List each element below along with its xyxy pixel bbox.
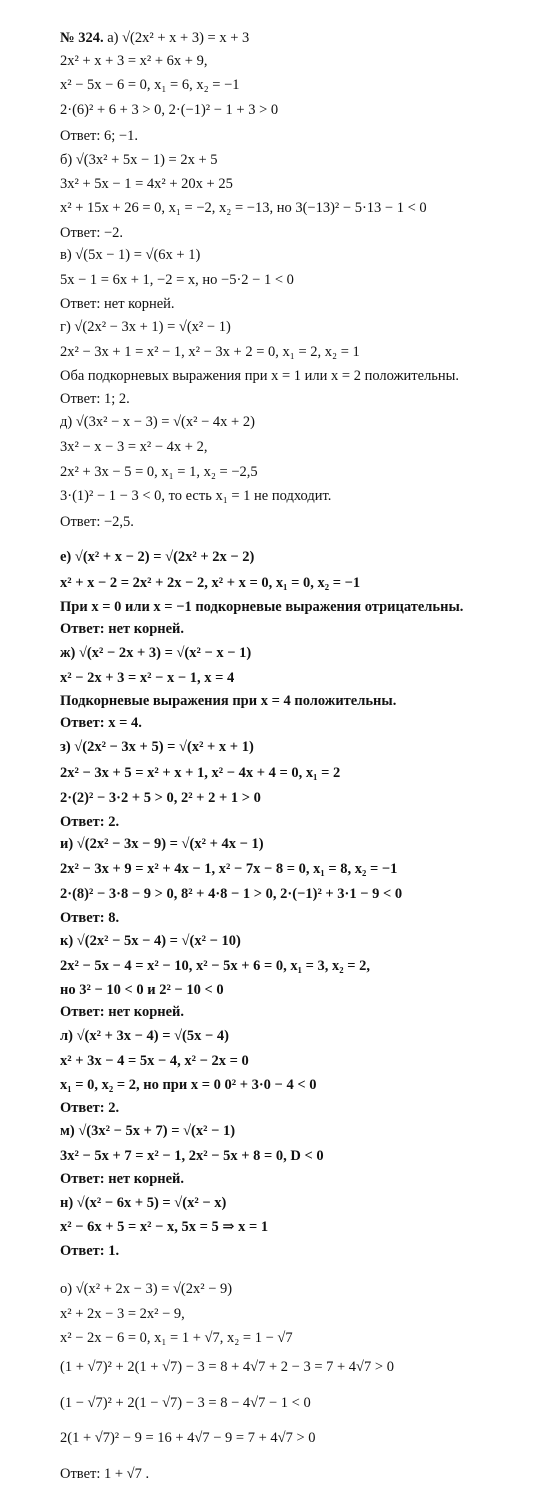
line-zh-equation: ж) √(x² − 2x + 3) = √(x² − x − 1): [60, 645, 252, 661]
line-m-equation: м) √(3x² − 5x + 7) = √(x² − 1): [60, 1123, 236, 1139]
line-g-equation: г) √(2x² − 3x + 1) = √(x² − 1): [60, 319, 231, 335]
line-e-answer: Ответ: нет корней.: [60, 621, 185, 637]
line-d-answer: Ответ: −2,5.: [60, 514, 134, 530]
line-l-step1: x² + 3x − 4 = 5x − 4, x² − 2x = 0: [60, 1053, 249, 1069]
line-g-note: Оба подкорневых выражения при x = 1 или x = 2 положительны.: [60, 368, 460, 384]
line-g-answer: Ответ: 1; 2.: [60, 391, 130, 407]
line-o-check1: (1 + √7)² + 2(1 + √7) − 3 = 8 + 4√7 + 2 − 3 = 7 + 4√7 > 0: [60, 1359, 394, 1375]
line-k-answer: Ответ: нет корней.: [60, 1004, 185, 1020]
line-l-equation: л) √(x² + 3x − 4) = √(5x − 4): [60, 1028, 229, 1044]
line-d-step2: 2x² + 3x − 5 = 0, x₁ = 1, x₂ = −2,5: [60, 464, 258, 480]
line-z-step1: 2x² − 3x + 5 = x² + x + 1, x² − 4x + 4 = 0, x₁ = 2: [60, 765, 341, 781]
line-z-equation: з) √(2x² − 3x + 5) = √(x² + x + 1): [60, 739, 254, 755]
line-k-step1: 2x² − 5x − 4 = x² − 10, x² − 5x + 6 = 0, x₁ = 3, x₂ = 2,: [60, 958, 370, 974]
line-v-answer: Ответ: нет корней.: [60, 296, 175, 312]
line-m-answer: Ответ: нет корней.: [60, 1171, 185, 1187]
line-g-step1: 2x² − 3x + 1 = x² − 1, x² − 3x + 2 = 0, x₁ = 2, x₂ = 1: [60, 344, 360, 360]
line-a-check: 2·(6)² + 6 + 3 > 0, 2·(−1)² − 1 + 3 > 0: [60, 102, 279, 118]
line-k-equation: к) √(2x² − 5x − 4) = √(x² − 10): [60, 933, 241, 949]
line-n-equation: н) √(x² − 6x + 5) = √(x² − x): [60, 1195, 227, 1211]
line-z-check: 2·(2)² − 3·2 + 5 > 0, 2² + 2 + 1 > 0: [60, 790, 261, 806]
line-b-step1: 3x² + 5x − 1 = 4x² + 20x + 25: [60, 176, 233, 192]
line-l-note: x₁ = 0, x₂ = 2, но при x = 0 0² + 3·0 − 4 < 0: [60, 1077, 317, 1093]
line-i-check: 2·(8)² − 3·8 − 9 > 0, 8² + 4·8 − 1 > 0, 2·(−1)² + 3·1 − 9 < 0: [60, 886, 403, 902]
line-a-equation: [60, 28, 249, 48]
line-l-answer: Ответ: 2.: [60, 1100, 120, 1116]
problem-number: № 324.: [60, 30, 104, 46]
line-b-answer: Ответ: −2.: [60, 225, 124, 241]
line-m-step1: 3x² − 5x + 7 = x² − 1, 2x² − 5x + 8 = 0, D < 0: [60, 1148, 324, 1164]
line-zh-answer: Ответ: x = 4.: [60, 715, 142, 731]
line-o-answer: Ответ: 1 + √7 .: [60, 1466, 150, 1482]
line-k-note: но 3² − 10 < 0 и 2² − 10 < 0: [60, 982, 224, 998]
line-text: а) √(2x² + x + 3) = x + 3: [107, 30, 250, 46]
line-o-step2: x² − 2x − 6 = 0, x₁ = 1 + √7, x₂ = 1 − √7: [60, 1330, 293, 1346]
line-o-equation: о) √(x² + 2x − 3) = √(2x² − 9): [60, 1281, 233, 1297]
line-d-check: 3·(1)² − 1 − 3 < 0, то есть x₁ = 1 не подходит.: [60, 488, 332, 504]
line-o-step1: x² + 2x − 3 = 2x² − 9,: [60, 1306, 185, 1322]
line-a-answer: Ответ: 6; −1.: [60, 128, 138, 144]
line-zh-step1: x² − 2x + 3 = x² − x − 1, x = 4: [60, 670, 235, 686]
line-i-equation: и) √(2x² − 3x − 9) = √(x² + 4x − 1): [60, 836, 264, 852]
line-n-answer: Ответ: 1.: [60, 1243, 120, 1259]
line-n-step1: x² − 6x + 5 = x² − x, 5x = 5 ⇒ x = 1: [60, 1219, 269, 1235]
line-d-step1: 3x² − x − 3 = x² − 4x + 2,: [60, 439, 208, 455]
line-i-step1: 2x² − 3x + 9 = x² + 4x − 1, x² − 7x − 8 = 0, x₁ = 8, x₂ = −1: [60, 861, 398, 877]
line-v-equation: в) √(5x − 1) = √(6x + 1): [60, 247, 201, 263]
line-v-step1: 5x − 1 = 6x + 1, −2 = x, но −5·2 − 1 < 0: [60, 272, 294, 288]
line-zh-note: Подкорневые выражения при x = 4 положительны.: [60, 693, 397, 709]
line-a-step2: x² − 5x − 6 = 0, x₁ = 6, x₂ = −1: [60, 77, 240, 93]
line-e-note: При x = 0 или x = −1 подкорневые выражения отрицательны.: [60, 599, 464, 615]
line-e-step1: x² + x − 2 = 2x² + 2x − 2, x² + x = 0, x₁ = 0, x₂ = −1: [60, 575, 361, 591]
line-o-check3: 2(1 + √7)² − 9 = 16 + 4√7 − 9 = 7 + 4√7 > 0: [60, 1430, 316, 1446]
line-o-check2: (1 − √7)² + 2(1 − √7) − 3 = 8 − 4√7 − 1 < 0: [60, 1395, 311, 1411]
line-a-step1: 2x² + x + 3 = x² + 6x + 9,: [60, 53, 208, 69]
line-z-answer: Ответ: 2.: [60, 814, 120, 830]
line-b-equation: б) √(3x² + 5x − 1) = 2x + 5: [60, 152, 218, 168]
line-d-equation: д) √(3x² − x − 3) = √(x² − 4x + 2): [60, 414, 255, 430]
line-i-answer: Ответ: 8.: [60, 910, 120, 926]
line-e-equation: е) √(x² + x − 2) = √(2x² + 2x − 2): [60, 549, 255, 565]
line-b-step2: x² + 15x + 26 = 0, x₁ = −2, x₂ = −13, но 3(−13)² − 5·13 − 1 < 0: [60, 200, 427, 216]
